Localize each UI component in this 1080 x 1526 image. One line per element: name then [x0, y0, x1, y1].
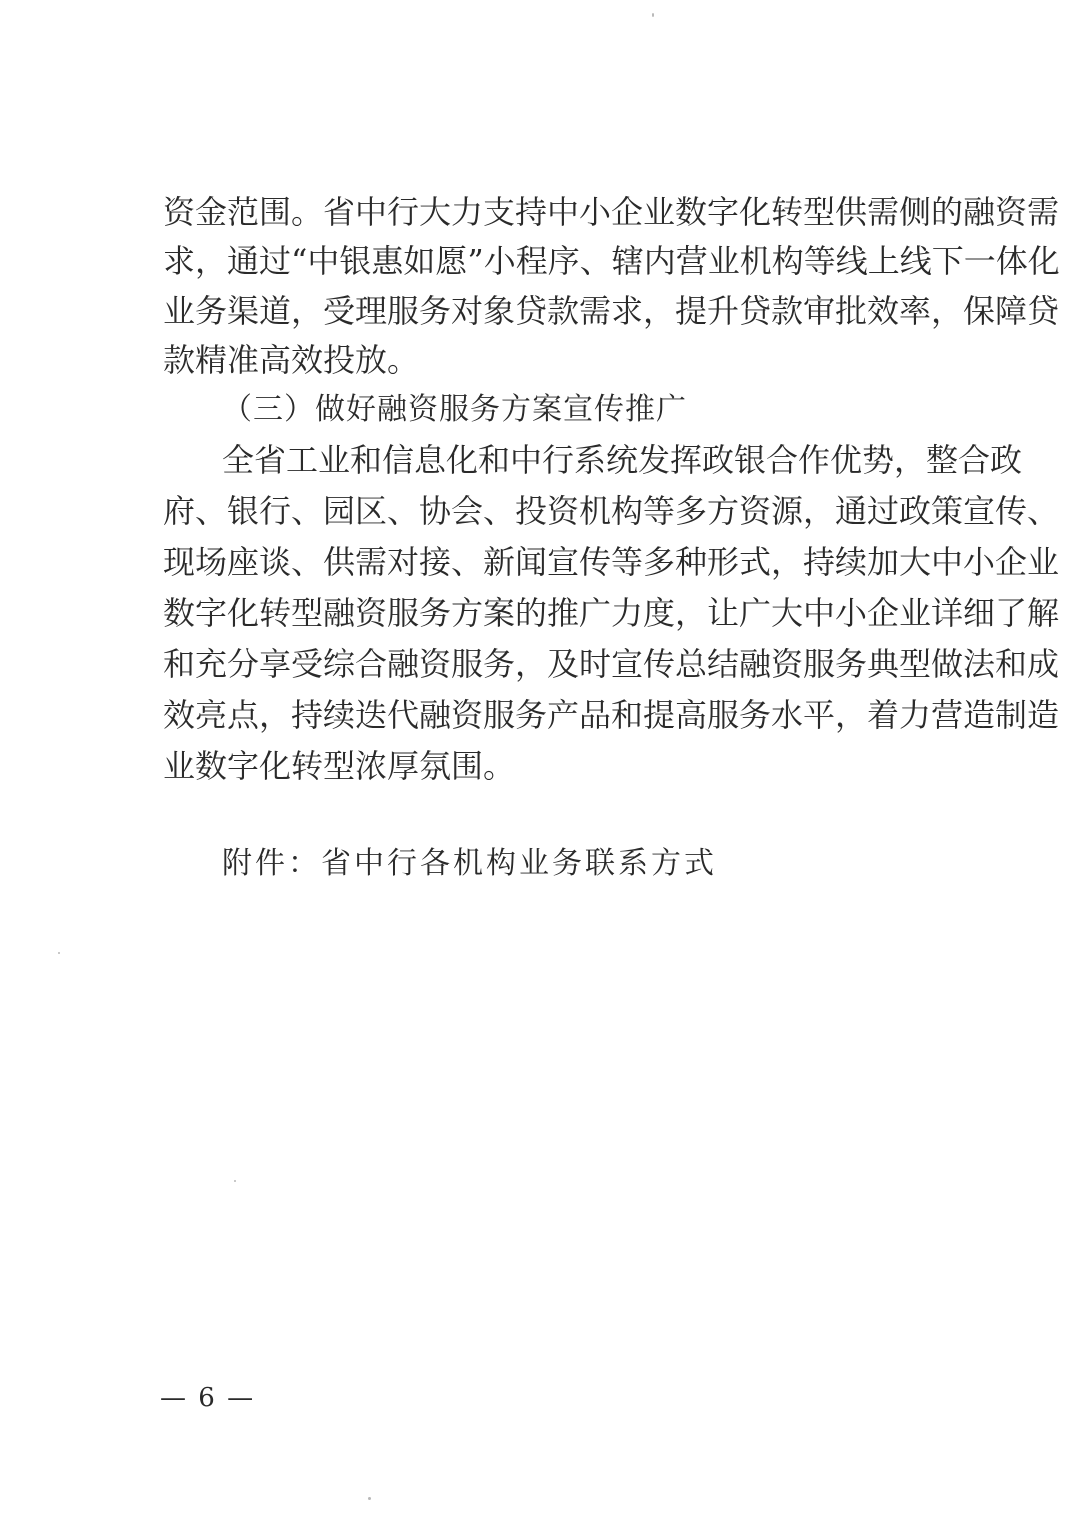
- paragraph-2-line-1: 全省工业和信息化和中行系统发挥政银合作优势，整合政: [222, 441, 1023, 479]
- paragraph-2-line-7: 业数字化转型浓厚氛围。: [163, 747, 516, 785]
- paragraph-2-line-5: 和充分享受综合融资服务，及时宣传总结融资服务典型做法和成: [163, 645, 1060, 683]
- section-heading: （三）做好融资服务方案宣传推广: [222, 392, 687, 427]
- paragraph-1-line-3: 业务渠道，受理服务对象贷款需求，提升贷款审批效率，保障贷: [163, 292, 1060, 330]
- paragraph-1-line-4: 款精准高效投放。: [163, 341, 420, 379]
- paragraph-2-line-3: 现场座谈、供需对接、新闻宣传等多种形式，持续加大中小企业: [163, 543, 1060, 581]
- scan-speck: [652, 13, 654, 17]
- scan-speck: [58, 952, 60, 954]
- paragraph-2-line-4: 数字化转型融资服务方案的推广力度，让广大中小企业详细了解: [163, 594, 1060, 632]
- page-number: — 6 —: [160, 1383, 256, 1413]
- paragraph-2-line-2: 府、银行、园区、协会、投资机构等多方资源，通过政策宣传、: [163, 492, 1060, 530]
- scan-speck: [368, 1497, 371, 1500]
- scan-speck: [234, 1180, 236, 1182]
- paragraph-2-line-6: 效亮点，持续迭代融资服务产品和提高服务水平，着力营造制造: [163, 696, 1060, 734]
- paragraph-1-line-1: 资金范围。省中行大力支持中小企业数字化转型供需侧的融资需: [163, 193, 1060, 231]
- attachment-note: 附件：省中行各机构业务联系方式: [222, 846, 717, 881]
- paragraph-1-line-2: 求，通过“中银惠如愿”小程序、辖内营业机构等线上线下一体化: [163, 242, 1060, 280]
